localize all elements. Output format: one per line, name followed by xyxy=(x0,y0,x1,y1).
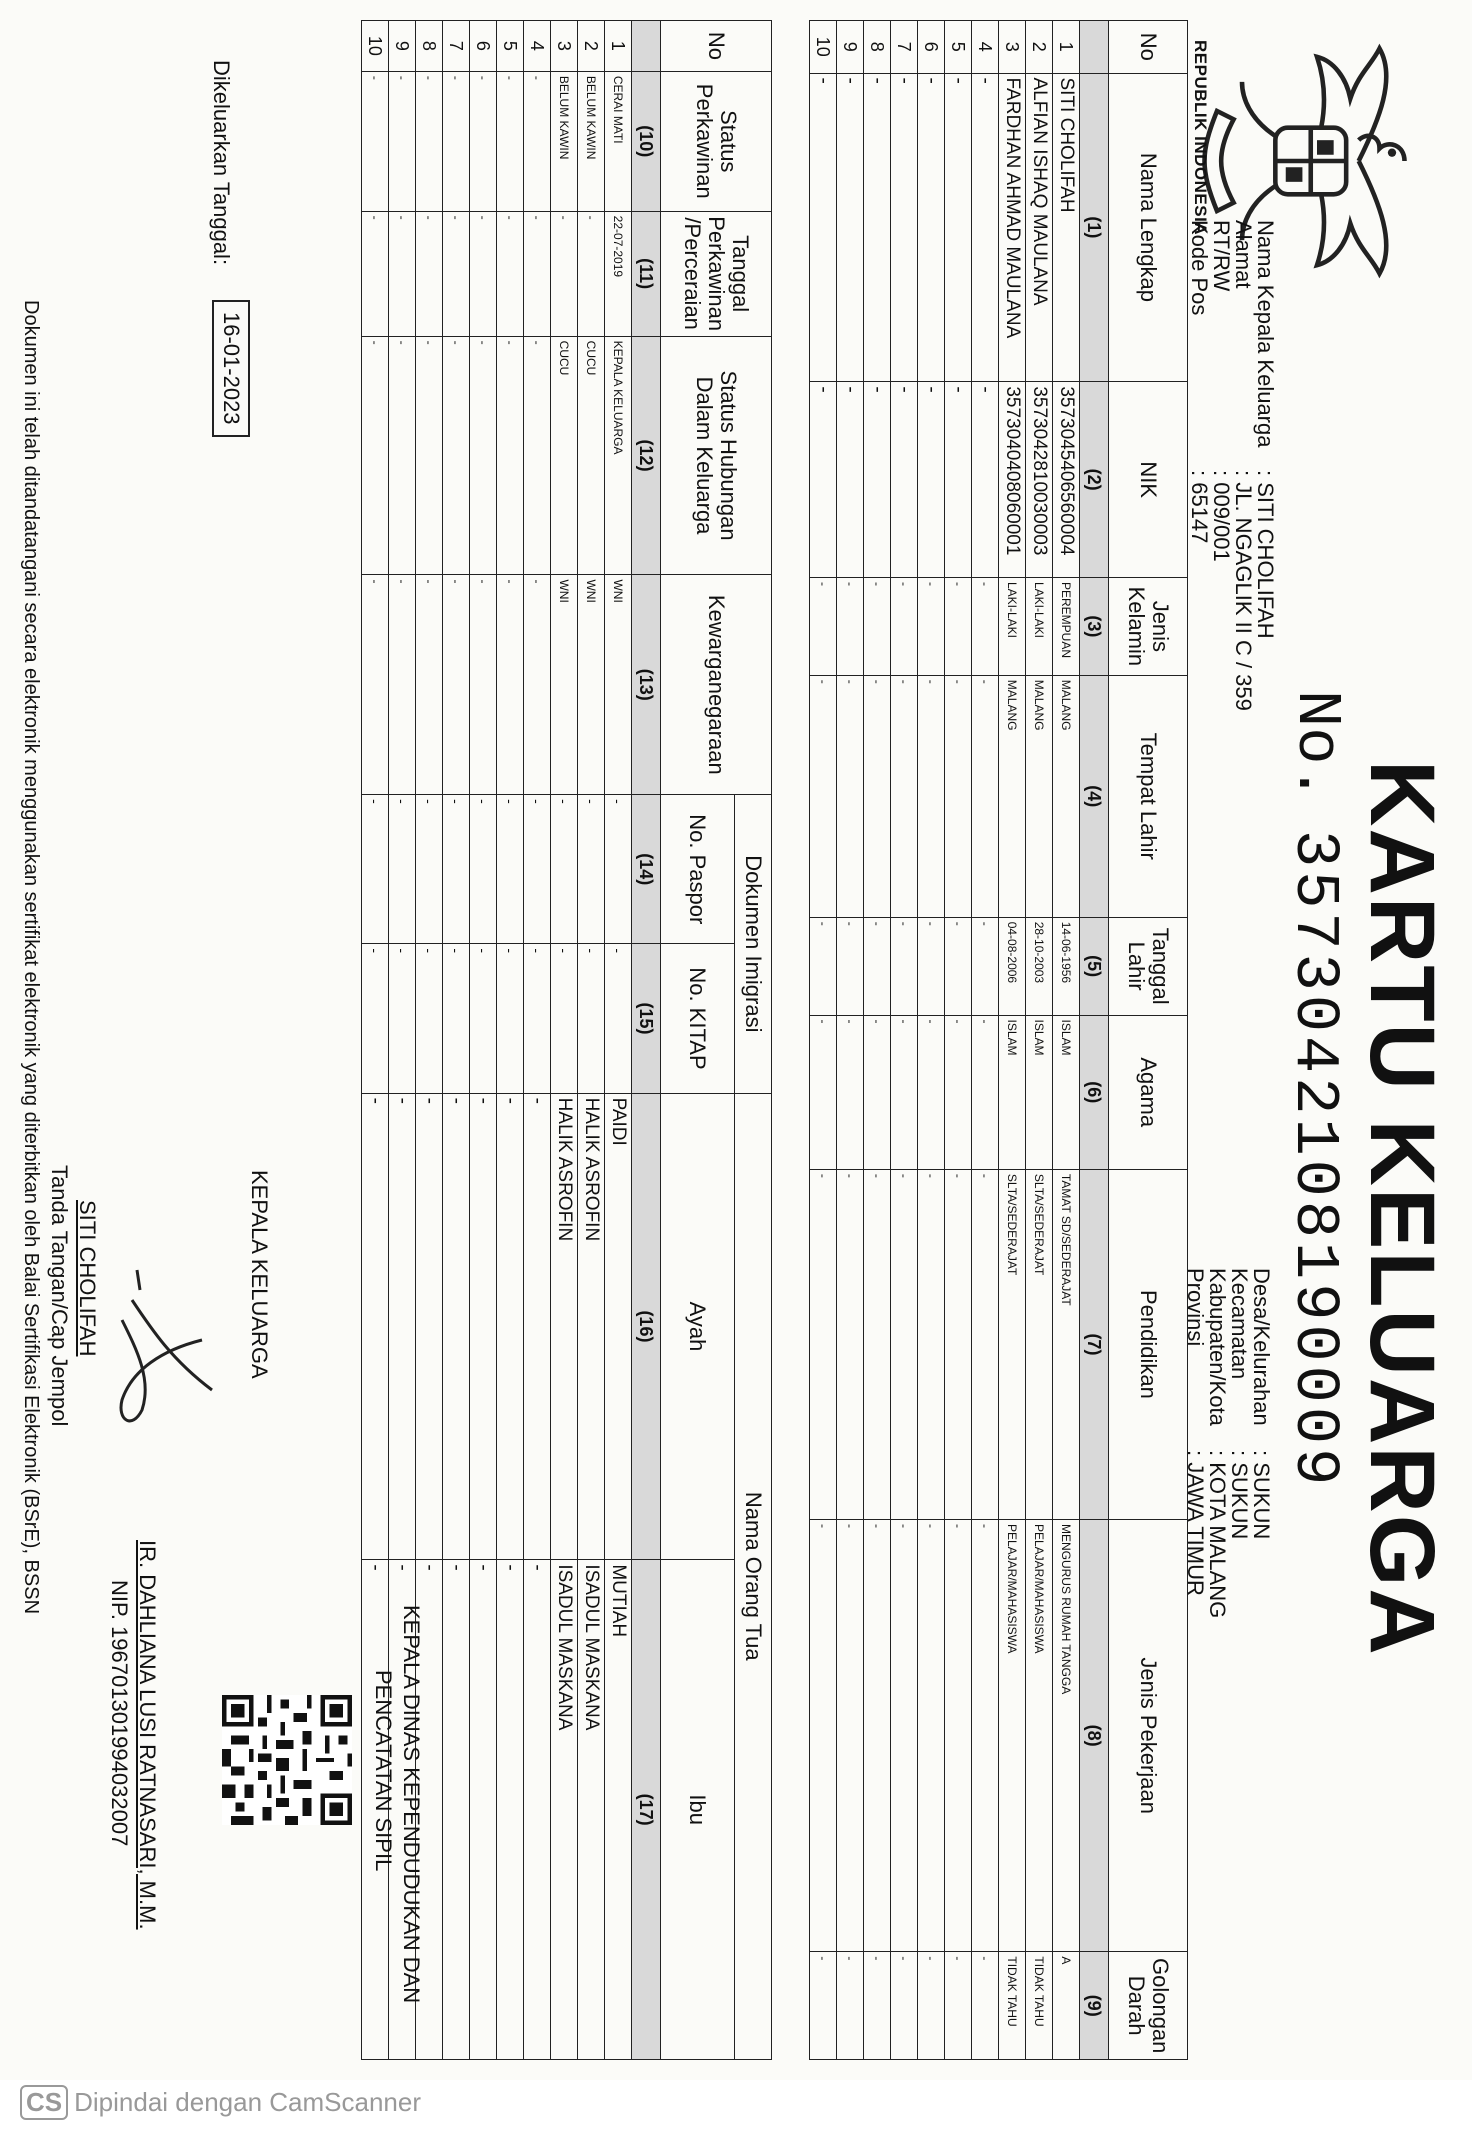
value-provinsi: : JAWA TIMUR xyxy=(1183,1450,1208,1596)
table-cell: - xyxy=(551,211,578,336)
table-cell: - xyxy=(837,917,864,1015)
table-cell: - xyxy=(918,73,945,382)
table-cell: SLTA/SEDERAJAT xyxy=(1026,1169,1053,1519)
th2-ayah: Ayah xyxy=(661,1093,735,1560)
table-cell: 28-10-2003 xyxy=(1026,917,1053,1015)
table-cell: - xyxy=(389,211,416,336)
table-cell: ISLAM xyxy=(999,1015,1026,1169)
table-cell: - xyxy=(416,211,443,336)
signer-name: SITI CHOLIFAH xyxy=(75,1200,100,1357)
table-cell: - xyxy=(389,795,416,944)
table-cell: - xyxy=(362,795,389,944)
table-cell: WNI xyxy=(605,575,632,795)
table-cell: - xyxy=(918,1015,945,1169)
th-agama: Agama xyxy=(1109,1015,1188,1169)
table-cell: LAKI-LAKI xyxy=(1026,577,1053,675)
index-cell: (15) xyxy=(632,944,661,1093)
table-cell: 3 xyxy=(551,21,578,72)
table-cell: - xyxy=(389,336,416,575)
table-cell: - xyxy=(945,577,972,675)
table-cell: - xyxy=(891,1519,918,1951)
table-cell: - xyxy=(443,336,470,575)
table-cell: MENGURUS RUMAH TANGGA xyxy=(1053,1519,1080,1951)
table-cell: SITI CHOLIFAH xyxy=(1053,73,1080,382)
table-cell: - xyxy=(362,211,389,336)
camscanner-watermark xyxy=(20,2085,421,2120)
th2-no-paspor: No. Paspor xyxy=(661,795,735,944)
table-cell: - xyxy=(972,1952,999,2060)
family-members-table xyxy=(809,20,1188,2060)
table-cell: - xyxy=(864,73,891,382)
table-cell: - xyxy=(810,1169,837,1519)
household-info-labels xyxy=(1188,220,1276,447)
table-cell: - xyxy=(443,71,470,211)
index-cell: (7) xyxy=(1080,1169,1109,1519)
table-cell: - xyxy=(470,795,497,944)
table-cell: - xyxy=(918,917,945,1015)
table-cell: - xyxy=(837,1952,864,2060)
table-cell: - xyxy=(945,917,972,1015)
table-cell: - xyxy=(497,1560,524,2060)
table-cell: - xyxy=(864,1952,891,2060)
table-cell: - xyxy=(551,944,578,1093)
table-cell: - xyxy=(497,944,524,1093)
table-cell: - xyxy=(470,575,497,795)
table-cell: - xyxy=(891,1015,918,1169)
table-row xyxy=(497,21,524,2060)
table-cell: 8 xyxy=(416,21,443,72)
table-cell: - xyxy=(578,795,605,944)
table-cell: - xyxy=(524,575,551,795)
table-cell: - xyxy=(864,577,891,675)
table-cell: - xyxy=(945,1519,972,1951)
table-cell: - xyxy=(443,1560,470,2060)
table-cell: - xyxy=(416,71,443,211)
table-cell: - xyxy=(972,577,999,675)
region-labels xyxy=(1184,1268,1272,1426)
signer-note: Tanda Tangan/Cap Jempol xyxy=(47,1165,72,1427)
kepala-keluarga-label: KEPALA KELUARGA xyxy=(247,1170,272,1379)
th2-dokumen-imigrasi: Dokumen Imigrasi xyxy=(734,795,771,1093)
table-cell: - xyxy=(972,1015,999,1169)
table-cell: - xyxy=(810,1952,837,2060)
table-cell: CUCU xyxy=(551,336,578,575)
table-cell: KEPALA KELUARGA xyxy=(605,336,632,575)
table-cell: - xyxy=(864,382,891,578)
table-cell: CUCU xyxy=(578,336,605,575)
label-alamat: Alamat xyxy=(1231,220,1256,289)
table-row xyxy=(999,21,1026,2060)
table-cell: - xyxy=(362,575,389,795)
table-cell: - xyxy=(389,944,416,1093)
table-cell: 14-06-1956 xyxy=(1053,917,1080,1015)
table-cell: - xyxy=(810,73,837,382)
issued-date-label: Dikeluarkan Tanggal: xyxy=(209,60,234,266)
signature-icon xyxy=(102,1240,232,1440)
table-cell: MALANG xyxy=(1053,675,1080,917)
table-cell: ISADUL MASKANA xyxy=(551,1560,578,2060)
table-cell: 3573042810030003 xyxy=(1026,382,1053,578)
table-cell: - xyxy=(810,1519,837,1951)
table-cell: - xyxy=(416,336,443,575)
electronic-signature-note: Dokumen ini telah ditandatangani secara elektronik menggunakan sertifikat elektronik yang diterbitkan oleh Balai Sertifikasi Elektronik (BSrE), BSSN xyxy=(20,300,42,1615)
th-golongan-darah: Golongan Darah xyxy=(1109,1952,1188,2060)
table-cell: - xyxy=(524,944,551,1093)
table-cell: BELUM KAWIN xyxy=(551,71,578,211)
table-cell: - xyxy=(837,382,864,578)
th2-no: No xyxy=(661,21,772,72)
value-nama-kepala: : SITI CHOLIFAH xyxy=(1253,470,1278,639)
official-name: IR. DAHLIANA LUSI RATNASARI, M.M. xyxy=(135,1540,160,1930)
index-cell-blank xyxy=(632,21,661,72)
household-info-values xyxy=(1188,470,1276,711)
table-cell: - xyxy=(578,211,605,336)
table-cell: - xyxy=(918,1952,945,2060)
table-cell: 6 xyxy=(470,21,497,72)
table-cell: 7 xyxy=(443,21,470,72)
table-cell: - xyxy=(972,1519,999,1951)
table-cell: - xyxy=(470,336,497,575)
th2-no-kitap: No. KITAP xyxy=(661,944,735,1093)
th-jenis-pekerjaan: Jenis Pekerjaan xyxy=(1109,1519,1188,1951)
document-title: KARTU KELUARGA xyxy=(1351,760,1453,1657)
table1-header-row xyxy=(1109,21,1188,2060)
index-cell: (17) xyxy=(632,1560,661,2060)
region-values xyxy=(1184,1450,1272,1618)
table-cell: SLTA/SEDERAJAT xyxy=(999,1169,1026,1519)
table-cell: - xyxy=(837,675,864,917)
table-cell: - xyxy=(389,575,416,795)
table-cell: - xyxy=(470,1093,497,1560)
table-cell: 3573045406560004 xyxy=(1053,382,1080,578)
th-tanggal-lahir: Tanggal Lahir xyxy=(1109,917,1188,1015)
table-cell: ISLAM xyxy=(1053,1015,1080,1169)
table-cell: - xyxy=(972,382,999,578)
table-cell: - xyxy=(972,1169,999,1519)
official-nip: NIP. 196701301994032007 xyxy=(107,1580,132,1847)
th2-ibu: Ibu xyxy=(661,1560,735,2060)
table-cell: - xyxy=(551,795,578,944)
table-row xyxy=(891,21,918,2060)
table-cell: - xyxy=(416,1560,443,2060)
table-cell: - xyxy=(891,73,918,382)
table-cell: - xyxy=(945,675,972,917)
table-cell: - xyxy=(864,1169,891,1519)
table-cell: - xyxy=(389,71,416,211)
table-cell: - xyxy=(972,917,999,1015)
table-cell: - xyxy=(945,382,972,578)
table-row xyxy=(1026,21,1053,2060)
table-cell: - xyxy=(497,336,524,575)
table-cell: CERAI MATI xyxy=(605,71,632,211)
index-cell: (16) xyxy=(632,1093,661,1560)
index-cell: (9) xyxy=(1080,1952,1109,2060)
table-row xyxy=(810,21,837,2060)
table-cell: - xyxy=(524,71,551,211)
table-cell: - xyxy=(891,1169,918,1519)
table-cell: ISLAM xyxy=(1026,1015,1053,1169)
table-cell: - xyxy=(918,1169,945,1519)
table-cell: - xyxy=(837,1015,864,1169)
value-kodepos: : 65147 xyxy=(1187,470,1212,544)
table-cell: - xyxy=(362,944,389,1093)
table-cell: - xyxy=(810,1015,837,1169)
table-cell: - xyxy=(891,917,918,1015)
table-cell: 1 xyxy=(1053,21,1080,74)
table-cell: - xyxy=(891,577,918,675)
table-cell: - xyxy=(443,1093,470,1560)
index-cell: (3) xyxy=(1080,577,1109,675)
table-row xyxy=(470,21,497,2060)
table-cell: - xyxy=(810,675,837,917)
label-kabupaten: Kabupaten/Kota xyxy=(1205,1268,1230,1426)
th2-kewarganegaraan: Kewarganegaraan xyxy=(661,575,772,795)
table-cell: - xyxy=(918,577,945,675)
table-cell: - xyxy=(837,73,864,382)
index-cell: (2) xyxy=(1080,382,1109,578)
index-cell: (11) xyxy=(632,211,661,336)
table-cell: - xyxy=(972,675,999,917)
table-row xyxy=(918,21,945,2060)
th-nama-lengkap: Nama Lengkap xyxy=(1109,73,1188,382)
th2-tanggal-perkawinan: Tanggal Perkawinan /Perceraian xyxy=(661,211,772,336)
index-cell: (12) xyxy=(632,336,661,575)
camscanner-text: Dipindai dengan CamScanner xyxy=(74,2087,422,2117)
th-jenis-kelamin: Jenis Kelamin xyxy=(1109,577,1188,675)
table-cell: - xyxy=(470,944,497,1093)
index-cell: (5) xyxy=(1080,917,1109,1015)
table2-index-row xyxy=(632,21,661,2060)
table-cell: - xyxy=(497,795,524,944)
table-cell: - xyxy=(470,71,497,211)
table-cell: - xyxy=(918,382,945,578)
table-cell: PAIDI xyxy=(605,1093,632,1560)
index-cell: (6) xyxy=(1080,1015,1109,1169)
table-cell: - xyxy=(837,1169,864,1519)
value-desa: : SUKUN xyxy=(1249,1450,1274,1540)
table-row xyxy=(864,21,891,2060)
table-cell: PELAJAR/MAHASISWA xyxy=(999,1519,1026,1951)
index-cell: (13) xyxy=(632,575,661,795)
table-row xyxy=(443,21,470,2060)
table-row xyxy=(1053,21,1080,2060)
kk-number: 3573042108190009 xyxy=(1279,830,1350,1490)
label-rtrw: RT/RW xyxy=(1209,220,1234,292)
table-cell: - xyxy=(362,1560,389,2060)
table-cell: - xyxy=(918,1519,945,1951)
table-cell: - xyxy=(891,382,918,578)
table-cell: PEREMPUAN xyxy=(1053,577,1080,675)
table-cell: 3 xyxy=(999,21,1026,74)
table-cell: ISADUL MASKANA xyxy=(578,1560,605,2060)
table-cell: - xyxy=(945,1169,972,1519)
table-cell: - xyxy=(891,1952,918,2060)
table-cell: 04-08-2006 xyxy=(999,917,1026,1015)
table-cell: - xyxy=(837,577,864,675)
table-row xyxy=(578,21,605,2060)
table1-body xyxy=(810,21,1080,2060)
table-cell: - xyxy=(443,795,470,944)
table-cell: - xyxy=(605,795,632,944)
table-cell: - xyxy=(389,1093,416,1560)
th2-status-hubungan: Status Hubungan Dalam Keluarga xyxy=(661,336,772,575)
table-cell: 10 xyxy=(810,21,837,74)
th-nik: NIK xyxy=(1109,382,1188,578)
value-rtrw: : 009/001 xyxy=(1209,470,1234,562)
issued-date: 16-01-2023 xyxy=(212,300,250,437)
table-cell: ALFIAN ISHAQ MAULANA xyxy=(1026,73,1053,382)
table-cell: 5 xyxy=(945,21,972,74)
table-cell: 6 xyxy=(918,21,945,74)
table-cell: - xyxy=(864,675,891,917)
th-no: No xyxy=(1109,21,1188,74)
dinas-title-line2: PENCATATAN SIPIL xyxy=(371,1670,396,1872)
table-row xyxy=(972,21,999,2060)
value-alamat: : JL. NGAGLIK II C / 359 xyxy=(1231,470,1256,711)
index-cell: (14) xyxy=(632,795,661,944)
table-cell: 1 xyxy=(605,21,632,72)
table-cell: 7 xyxy=(891,21,918,74)
table-cell: FARDHAN AHMAD MAULANA xyxy=(999,73,1026,382)
table-cell: - xyxy=(416,575,443,795)
table-cell: 2 xyxy=(1026,21,1053,74)
table-cell: 2 xyxy=(578,21,605,72)
table-cell: WNI xyxy=(551,575,578,795)
table-cell: - xyxy=(524,211,551,336)
table-cell: TIDAK TAHU xyxy=(1026,1952,1053,2060)
table-cell: - xyxy=(524,795,551,944)
index-cell-blank xyxy=(1080,21,1109,74)
table-row xyxy=(837,21,864,2060)
table-cell: - xyxy=(497,1093,524,1560)
table2-header-row xyxy=(734,21,771,2060)
table-cell: - xyxy=(362,1093,389,1560)
table-cell: - xyxy=(524,1560,551,2060)
table-cell: 22-07-2019 xyxy=(605,211,632,336)
table-cell: MUTIAH xyxy=(605,1560,632,2060)
table-cell: 3573040408060001 xyxy=(999,382,1026,578)
table1-index-row xyxy=(1080,21,1109,2060)
table-cell: - xyxy=(497,575,524,795)
table-cell: - xyxy=(443,211,470,336)
table-cell: - xyxy=(497,71,524,211)
label-kodepos: Kode Pos xyxy=(1187,220,1212,316)
index-cell: (8) xyxy=(1080,1519,1109,1951)
table-cell: 4 xyxy=(972,21,999,74)
table-cell: - xyxy=(497,211,524,336)
table-cell: - xyxy=(810,917,837,1015)
dinas-title-line1: KEPALA DINAS KEPENDUDUKAN DAN xyxy=(399,1605,424,2004)
table-cell: - xyxy=(524,1093,551,1560)
table-cell: - xyxy=(362,71,389,211)
table-cell: A xyxy=(1053,1952,1080,2060)
table-cell: - xyxy=(470,211,497,336)
table-cell: - xyxy=(945,1015,972,1169)
table-cell: MALANG xyxy=(1026,675,1053,917)
table-cell: HALIK ASROFIN xyxy=(551,1093,578,1560)
index-cell: (4) xyxy=(1080,675,1109,917)
table-cell: - xyxy=(416,1093,443,1560)
table-cell: - xyxy=(810,577,837,675)
camscanner-logo-icon: CS xyxy=(20,2085,68,2120)
label-kecamatan: Kecamatan xyxy=(1227,1268,1252,1380)
table-cell: 4 xyxy=(524,21,551,72)
table-cell: - xyxy=(945,1952,972,2060)
index-cell: (10) xyxy=(632,71,661,211)
table-cell: - xyxy=(864,917,891,1015)
value-kecamatan: : SUKUN xyxy=(1227,1450,1252,1540)
table-cell: 8 xyxy=(864,21,891,74)
table-cell: 5 xyxy=(497,21,524,72)
table-cell: - xyxy=(605,944,632,1093)
value-kabupaten: : KOTA MALANG xyxy=(1205,1450,1230,1619)
table-cell: - xyxy=(416,944,443,1093)
label-desa: Desa/Kelurahan xyxy=(1249,1268,1274,1426)
th2-status-perkawinan: Status Perkawinan xyxy=(661,71,772,211)
table-cell: WNI xyxy=(578,575,605,795)
table-cell: LAKI-LAKI xyxy=(999,577,1026,675)
table-cell: HALIK ASROFIN xyxy=(578,1093,605,1560)
table-row xyxy=(945,21,972,2060)
table-cell: - xyxy=(864,1015,891,1169)
th-pendidikan: Pendidikan xyxy=(1109,1169,1188,1519)
table-cell: - xyxy=(443,575,470,795)
table-cell: - xyxy=(837,1519,864,1951)
table-cell: - xyxy=(972,73,999,382)
table-cell: - xyxy=(470,1560,497,2060)
table-cell: - xyxy=(864,1519,891,1951)
table-cell: - xyxy=(810,382,837,578)
table-cell: MALANG xyxy=(999,675,1026,917)
table-cell: 9 xyxy=(837,21,864,74)
kk-number-label: No. xyxy=(1281,690,1352,802)
table-cell: - xyxy=(362,336,389,575)
table-cell: - xyxy=(416,795,443,944)
index-cell: (1) xyxy=(1080,73,1109,382)
table-cell: 9 xyxy=(389,21,416,72)
table-row xyxy=(551,21,578,2060)
table-cell: - xyxy=(389,1560,416,2060)
th-tempat-lahir: Tempat Lahir xyxy=(1109,675,1188,917)
label-provinsi: Provinsi xyxy=(1183,1268,1208,1347)
table-cell: 10 xyxy=(362,21,389,72)
table-cell: BELUM KAWIN xyxy=(578,71,605,211)
republik-indonesia-label: REPUBLIK INDONESIA xyxy=(1191,40,1210,236)
table-cell: TIDAK TAHU xyxy=(999,1952,1026,2060)
table-cell: - xyxy=(891,675,918,917)
table-cell: TAMAT SD/SEDERAJAT xyxy=(1053,1169,1080,1519)
table-cell: - xyxy=(524,336,551,575)
table-cell: - xyxy=(578,944,605,1093)
table-row xyxy=(605,21,632,2060)
table-cell: PELAJAR/MAHASISWA xyxy=(1026,1519,1053,1951)
th2-nama-orang-tua: Nama Orang Tua xyxy=(734,1093,771,2059)
table-cell: - xyxy=(945,73,972,382)
table-row xyxy=(524,21,551,2060)
label-nama-kepala: Nama Kepala Keluarga xyxy=(1253,220,1278,448)
table-cell: - xyxy=(443,944,470,1093)
table-cell: - xyxy=(918,675,945,917)
qr-code-icon xyxy=(222,1695,352,1825)
